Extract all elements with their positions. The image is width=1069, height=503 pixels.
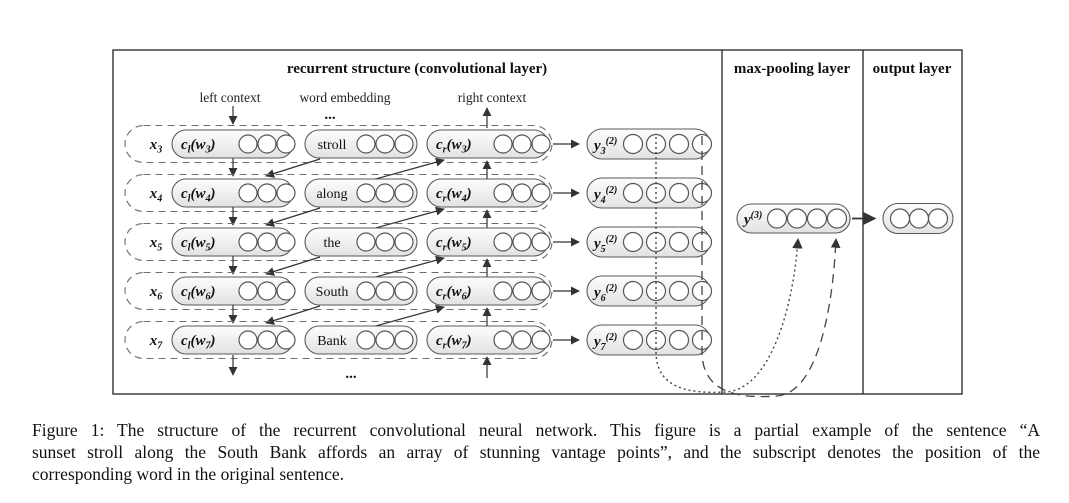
svg-text:cl(w6): $c_l(w_6)$: [181, 284, 216, 303]
svg-text:y6(2): $y_6^{(2)}$: [594, 283, 618, 304]
arrow-word-to-next-cl: [266, 306, 320, 323]
svg-text:cr(w5): $c_r(w_5)$: [436, 235, 472, 254]
maxpool-vector: [737, 204, 850, 233]
svg-text:along: along: [316, 187, 348, 202]
connectors-gap-6-7: [233, 305, 487, 327]
svg-text:stroll: stroll: [317, 138, 347, 153]
caption-line-3: corresponding word in the original sentence.: [32, 464, 344, 484]
ellipsis-top: ...: [324, 107, 336, 123]
svg-text:x3: $x_3$: [149, 137, 163, 156]
caption-line-2: sunset stroll along the South Bank affords an array of stunning vantage points”, and the subscript denotes the position of the: [32, 442, 1040, 462]
ellipsis-bottom: ...: [345, 366, 357, 382]
figure-caption: [32, 419, 1040, 485]
column-label-right-context: right context: [457, 90, 527, 105]
svg-text:x6: $x_6$: [149, 284, 163, 303]
svg-text:x4: $x_4$: [149, 186, 163, 205]
arrow-word-to-next-cl: [266, 257, 320, 274]
arrow-word-to-prev-cr: [372, 307, 444, 327]
section-title-output: output layer: [872, 61, 952, 77]
svg-text:y(3): $y^{(3)}$: [744, 210, 763, 228]
section-title-maxpool: max-pooling layer: [733, 61, 851, 77]
svg-text:x7: $x_7$: [149, 333, 163, 352]
svg-text:cl(w3): $c_l(w_3)$: [181, 137, 216, 156]
caption-line-1: Figure 1: The structure of the recurrent convolutional neural network. This figure is a partial example of the sentence “A: [32, 420, 1040, 440]
svg-text:y5(2): $y_5^{(2)}$: [594, 234, 618, 255]
row-x4: [125, 175, 712, 212]
svg-text:South: South: [315, 285, 349, 300]
output-vector: [883, 204, 953, 234]
svg-text:x5: $x_5$: [149, 235, 163, 254]
arrow-word-to-prev-cr: [372, 160, 444, 180]
svg-text:the: the: [323, 236, 341, 251]
row-x5: [125, 224, 712, 261]
column-label-left-context: left context: [199, 90, 261, 105]
row-x7: [125, 322, 712, 359]
svg-text:cr(w3): $c_r(w_3)$: [436, 137, 472, 156]
connectors-gap-5-6: [233, 256, 487, 278]
svg-text:cl(w7): $c_l(w_7)$: [181, 333, 216, 352]
svg-text:y3(2): $y_3^{(2)}$: [594, 136, 618, 157]
connectors-gap-3-4: [233, 158, 487, 180]
svg-text:cl(w5): $c_l(w_5)$: [181, 235, 216, 254]
connectors-gap-4-5: [233, 207, 487, 229]
section-title-recurrent: recurrent structure (convolutional layer): [286, 61, 548, 77]
arrow-word-to-prev-cr: [372, 258, 444, 278]
arrow-word-to-prev-cr: [372, 209, 444, 229]
svg-text:cl(w4): $c_l(w_4)$: [181, 186, 216, 205]
svg-text:cr(w7): $c_r(w_7)$: [436, 333, 472, 352]
svg-text:cr(w6): $c_r(w_6)$: [436, 284, 472, 303]
svg-text:y7(2): $y_7^{(2)}$: [594, 332, 618, 353]
svg-text:y4(2): $y_4^{(2)}$: [594, 185, 618, 206]
svg-text:cr(w4): $c_r(w_4)$: [436, 186, 472, 205]
row-x6: [125, 273, 712, 310]
svg-text:Bank: Bank: [317, 334, 347, 349]
arrow-word-to-next-cl: [266, 208, 320, 225]
column-label-word-embedding: word embedding: [299, 90, 391, 105]
arrow-word-to-next-cl: [266, 159, 320, 176]
row-x3: [125, 126, 712, 163]
